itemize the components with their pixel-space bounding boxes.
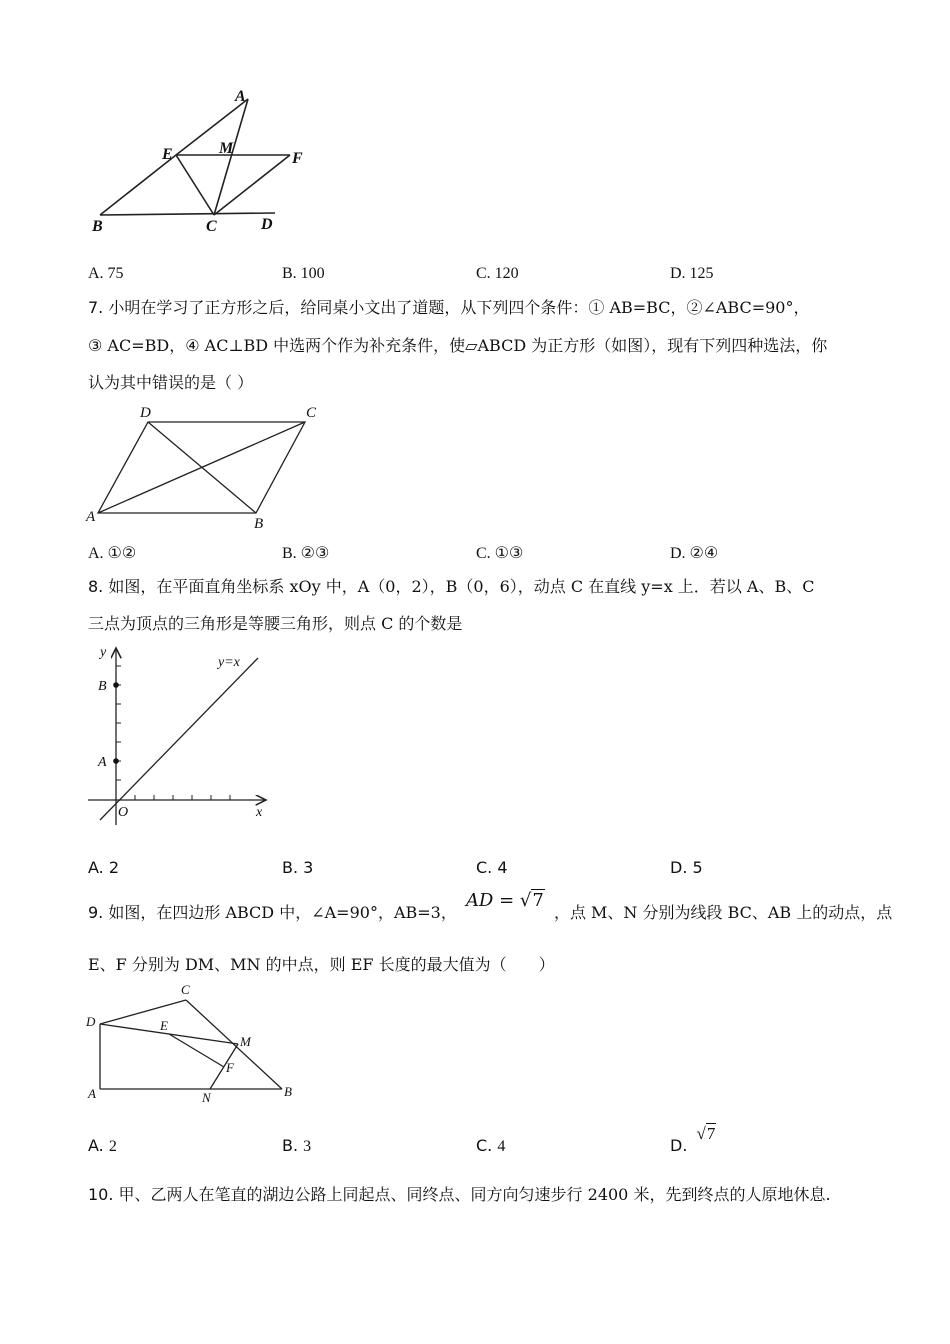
option-letter: B. (282, 1136, 299, 1155)
label-B: B (254, 516, 264, 532)
q10-line-1 (88, 1185, 831, 1205)
option-letter: A. (88, 1136, 104, 1155)
segment-EC (176, 155, 214, 215)
q7-text-1: 小明在学习了正方形之后，给同桌小文出了道题，从下列四个条件：① AB=BC，②∠ABC=90°， (108, 298, 810, 317)
q6-option-d: D. 125 (670, 265, 714, 282)
q8-line-2: 三点为顶点的三角形是等腰三角形，则点 C 的个数是 (88, 614, 463, 633)
label-C: C (181, 982, 190, 997)
segment-AC (214, 99, 248, 215)
figure-q8-coordinate-plane (80, 640, 280, 830)
label-x: x (256, 805, 263, 820)
q8-option-d: D. 5 (670, 858, 703, 877)
formula-lhs: AD = (465, 890, 515, 911)
q6-option-c: C. 120 (476, 265, 519, 282)
q10-number: 10. (88, 1185, 114, 1204)
figure-q7-parallelogram (80, 400, 330, 535)
figure-q6 (80, 85, 340, 245)
q9-line-1 (88, 890, 893, 935)
segment-FC (214, 155, 290, 215)
label-D: D (261, 216, 273, 233)
q8-option-c: C. 4 (476, 858, 508, 877)
label-B: B (98, 679, 107, 694)
q7-line-3: 认为其中错误的是（ ） (88, 373, 254, 392)
label-D: D (86, 1014, 96, 1029)
q9-option-b (282, 1136, 311, 1156)
label-F: F (292, 150, 303, 167)
segment-EF (169, 1034, 224, 1067)
option-value: 2 (108, 1138, 117, 1155)
label-A: A (86, 509, 96, 525)
q7-option-b: B. ②③ (282, 545, 330, 562)
label-M: M (219, 140, 234, 157)
q9-line-2: E、F 分别为 DM、MN 的中点，则 EF 长度的最大值为（ ） (88, 955, 555, 974)
label-A: A (98, 755, 107, 770)
q9-option-c (476, 1136, 505, 1156)
q7-line-1 (88, 298, 810, 318)
q6-option-b: B. 100 (282, 265, 325, 282)
q7-option-c: C. ①③ (476, 545, 524, 562)
label-B: B (284, 1084, 292, 1099)
label-F: F (226, 1060, 234, 1075)
line-y-equals-x (100, 658, 258, 820)
q9-text-pre: 如图，在四边形 ABCD 中，∠A=90°，AB=3， (108, 903, 457, 922)
label-C: C (206, 218, 217, 235)
side-DC (100, 1000, 186, 1024)
label-M: M (240, 1034, 251, 1049)
point-A (113, 758, 119, 764)
label-E: E (160, 1018, 168, 1033)
q6-option-a: A. 75 (88, 265, 124, 282)
q9-option-a (88, 1136, 117, 1156)
figure-q9-quadrilateral (80, 982, 310, 1107)
sqrt-expression: √7 (696, 1124, 716, 1143)
side-CB (186, 1000, 282, 1089)
q7-line-2: ③ AC=BD，④ AC⊥BD 中选两个作为补充条件，使▱ABCD 为正方形（如图），现有下列四种选法，你 (88, 336, 828, 355)
label-C: C (306, 405, 317, 421)
label-O: O (118, 805, 129, 820)
q9-number: 9. (88, 903, 104, 922)
formula-radicand: 7 (532, 890, 544, 911)
label-D: D (140, 405, 151, 421)
sqrt-symbol: √ (519, 890, 532, 911)
segment-BD (100, 213, 275, 215)
label-A: A (88, 1086, 96, 1101)
segment-EB (100, 155, 176, 215)
q10-text-1: 甲、乙两人在笔直的湖边公路上同起点、同终点、同方向匀速步行 2400 米，先到终点的人原地休息. (118, 1185, 831, 1204)
q9-text-post: ，点 M、N 分别为线段 BC、AB 上的动点，点 (553, 903, 893, 922)
option-letter: C. (476, 1136, 493, 1155)
option-value: 4 (497, 1138, 506, 1155)
label-N: N (202, 1090, 211, 1105)
label-y: y (100, 645, 107, 660)
q7-option-a: A. ①② (88, 545, 137, 562)
q7-number: 7. (88, 298, 104, 317)
q8-option-a: A. 2 (88, 858, 120, 877)
segment-AE (176, 99, 248, 155)
option-letter: D. (670, 1136, 688, 1155)
diagonal-BD (148, 422, 256, 513)
q7-option-d: D. ②④ (670, 545, 719, 562)
q9-formula (466, 891, 545, 911)
q8-option-b: B. 3 (282, 858, 314, 877)
q8-text-1: 如图，在平面直角坐标系 xOy 中，A（0，2），B（0，6），动点 C 在直线 y=x 上．若以 A、B、C (108, 577, 815, 596)
label-B: B (92, 218, 103, 235)
label-E: E (162, 146, 173, 163)
option-value: 3 (303, 1138, 312, 1155)
q8-number: 8. (88, 577, 104, 596)
label-line: y=x (218, 655, 240, 670)
option-radicand: 7 (706, 1124, 716, 1143)
point-B (113, 682, 119, 688)
q9-option-d (670, 1124, 716, 1158)
label-A: A (235, 88, 246, 105)
q8-line-1 (88, 577, 814, 597)
